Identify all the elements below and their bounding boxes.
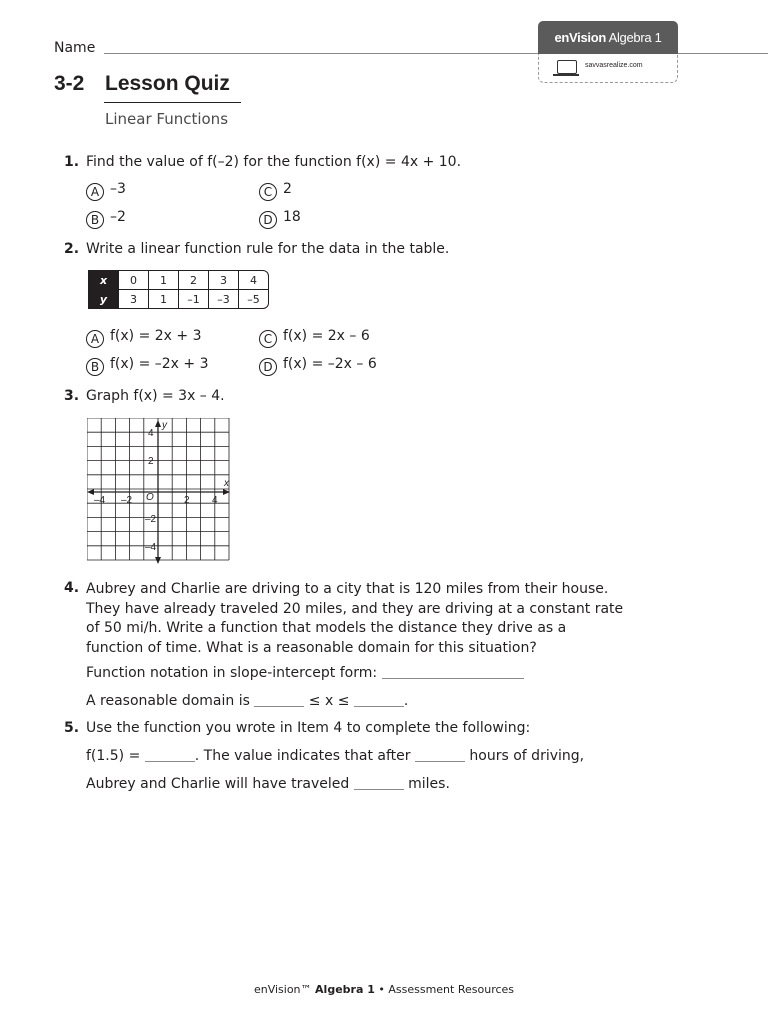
brand-logo: enVision Algebra 1 xyxy=(554,30,662,45)
title-underline xyxy=(104,102,241,103)
table-cell: –3 xyxy=(209,290,239,308)
y-tick-label: –4 xyxy=(145,542,157,553)
option-c-circle[interactable]: C xyxy=(259,330,277,348)
question-4-text xyxy=(86,580,706,658)
q5-line-1: f(1.5) = . The value indicates that after hours of driving, xyxy=(86,748,585,764)
domain-prompt: A reasonable domain is xyxy=(86,693,250,709)
table-header-y: y xyxy=(89,290,119,308)
question-5-text: Use the function you wrote in Item 4 to complete the following: xyxy=(86,720,531,736)
question-2-number: 2. xyxy=(64,241,80,257)
table-header-x: x xyxy=(89,271,119,290)
y-tick-label: –2 xyxy=(145,514,157,525)
question-4-line: of 50 mi/h. Write a function that models the distance they drive as a xyxy=(86,620,567,636)
y-axis-arrow-up xyxy=(155,420,161,427)
q1-option-a[interactable]: A –3 xyxy=(86,181,126,201)
table-cell: 1 xyxy=(149,271,179,290)
q1-option-c[interactable]: C 2 xyxy=(259,181,292,201)
q1-option-b[interactable]: B –2 xyxy=(86,209,126,229)
page-footer: enVision™ Algebra 1 • Assessment Resources xyxy=(253,983,515,996)
lesson-number: 3-2 xyxy=(54,72,85,95)
table-cell: 3 xyxy=(119,290,149,308)
footer-brand: enVision™ xyxy=(253,983,312,996)
option-b-circle[interactable]: B xyxy=(86,211,104,229)
hours-blank[interactable] xyxy=(415,761,465,762)
x-tick-label: 2 xyxy=(184,495,190,506)
domain-max-blank[interactable] xyxy=(354,706,404,707)
lesson-subtitle: Linear Functions xyxy=(105,110,229,128)
table-cell: 1 xyxy=(149,290,179,308)
table-cell: 0 xyxy=(119,271,149,290)
footer-product: Algebra 1 xyxy=(315,983,375,996)
table-row-x xyxy=(89,271,268,290)
lesson-title: Lesson Quiz xyxy=(105,72,230,95)
table-row-y xyxy=(89,290,268,308)
domain-inequality: ≤ x ≤ xyxy=(308,693,350,709)
data-table xyxy=(88,270,269,309)
function-notation-row xyxy=(86,665,524,681)
function-prompt: Function notation in slope-intercept form: xyxy=(86,665,378,681)
x-tick-label: –2 xyxy=(121,495,133,506)
option-c-circle[interactable]: C xyxy=(259,183,277,201)
brand-badge xyxy=(538,21,678,54)
table-cell: 2 xyxy=(179,271,209,290)
y-tick-label: 4 xyxy=(148,428,154,439)
origin-label: O xyxy=(146,492,154,503)
y-axis-arrow-down xyxy=(155,557,161,564)
domain-row: A reasonable domain is ≤ x ≤ . xyxy=(86,693,409,709)
q1-option-d[interactable]: D 18 xyxy=(259,209,301,229)
q2-option-c[interactable]: C f(x) = 2x – 6 xyxy=(259,328,370,348)
x-axis-label: x xyxy=(224,478,229,489)
question-1-number: 1. xyxy=(64,154,80,170)
laptop-icon xyxy=(557,60,577,74)
name-label: Name xyxy=(54,40,96,56)
y-tick-label: 2 xyxy=(148,456,154,467)
question-4-number: 4. xyxy=(64,580,80,596)
option-a-circle[interactable]: A xyxy=(86,183,104,201)
footer-section: Assessment Resources xyxy=(388,983,515,996)
domain-min-blank[interactable] xyxy=(254,706,304,707)
table-cell: –1 xyxy=(179,290,209,308)
option-a-circle[interactable]: A xyxy=(86,330,104,348)
question-5-number: 5. xyxy=(64,720,80,736)
option-d-circle[interactable]: D xyxy=(259,358,277,376)
q5-line-2: Aubrey and Charlie will have traveled miles. xyxy=(86,776,450,792)
y-axis-label: y xyxy=(162,420,167,431)
miles-blank[interactable] xyxy=(354,789,404,790)
question-3-text: Graph f(x) = 3x – 4. xyxy=(86,388,225,404)
function-answer-blank[interactable] xyxy=(382,678,524,679)
option-d-circle[interactable]: D xyxy=(259,211,277,229)
x-tick-label: –4 xyxy=(94,495,106,506)
q2-option-b[interactable]: B f(x) = –2x + 3 xyxy=(86,356,209,376)
question-4-line: They have already traveled 20 miles, and they are driving at a constant rate xyxy=(86,600,624,617)
website-box xyxy=(538,54,678,83)
question-3-number: 3. xyxy=(64,388,80,404)
q2-option-d[interactable]: D f(x) = –2x – 6 xyxy=(259,356,377,376)
option-b-circle[interactable]: B xyxy=(86,358,104,376)
q2-option-a[interactable]: A f(x) = 2x + 3 xyxy=(86,328,202,348)
table-cell: 3 xyxy=(209,271,239,290)
website-text: savvasrealize.com xyxy=(585,62,643,69)
question-1-text: Find the value of f(–2) for the function f(x) = 4x + 10. xyxy=(86,154,462,170)
x-axis-arrow-left xyxy=(87,489,94,495)
table-cell: 4 xyxy=(239,271,268,290)
question-2-text: Write a linear function rule for the data in the table. xyxy=(86,241,450,257)
coordinate-grid[interactable] xyxy=(87,418,233,566)
question-4-line: Aubrey and Charlie are driving to a city that is 120 miles from their house. xyxy=(86,581,609,597)
f-value-blank[interactable] xyxy=(145,761,195,762)
question-4-line: function of time. What is a reasonable domain for this situation? xyxy=(86,639,537,656)
table-cell: –5 xyxy=(247,292,260,306)
x-tick-label: 4 xyxy=(212,495,218,506)
